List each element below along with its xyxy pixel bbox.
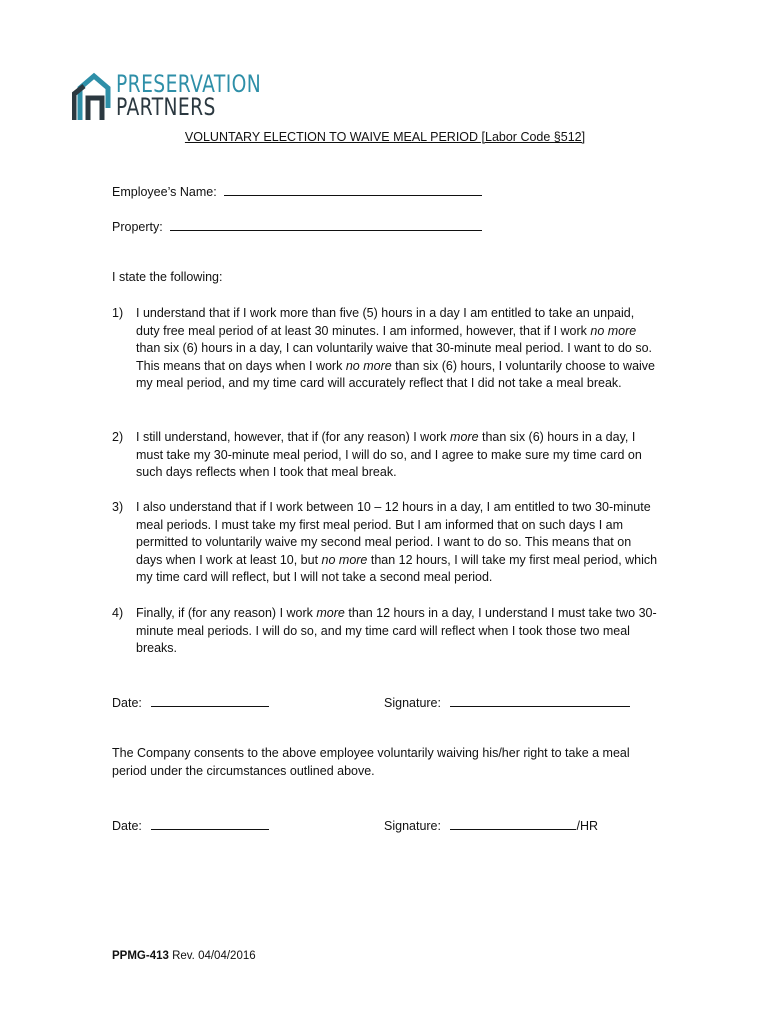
company-signature-row bbox=[384, 816, 598, 833]
company-logo bbox=[72, 68, 262, 124]
clause-number: 3) bbox=[112, 500, 124, 514]
logo-word-preservation: PRESERVATION bbox=[116, 70, 262, 98]
company-date-field[interactable] bbox=[151, 816, 269, 830]
employee-signature-row bbox=[384, 693, 630, 710]
clause-number: 4) bbox=[112, 606, 124, 620]
form-id: PPMG-413 bbox=[112, 950, 169, 962]
clause-text: I also understand that if I work between 10 – 12 hours in a day, I am entitled to two 30-minute meal periods. I must take my first meal period. But I am informed that on such days I am permitted to voluntarily waive my second meal period. I want to do so. This means that on days when I work at least 10, but no more than 12 hours, I will take my first meal period, which my time card will reflect, but I will not take a second meal period. bbox=[136, 500, 658, 585]
employee-name-field[interactable] bbox=[224, 182, 482, 196]
clause-3 bbox=[112, 499, 660, 587]
clause-text: I still understand, however, that if (for any reason) I work more than six (6) hours in a day, I must take my 30-minute meal period, I will do so, and I agree to make sure my time card on such days reflects when I took that meal break. bbox=[136, 430, 642, 480]
clause-text: I understand that if I work more than five (5) hours in a day I am entitled to take an unpaid, duty free meal period of at least 30 minutes. I am informed, however, that if I work no more than six (6) hours in a day, I can voluntarily waive that 30-minute meal period. I want to do so. This means that on days when I work no more than six (6) hours, I voluntarily choose to waive my meal period, and my time card will accurately reflect that I did not take a meal break. bbox=[136, 306, 656, 391]
form-footer bbox=[112, 950, 256, 962]
employee-signature-label: Signature: bbox=[384, 696, 441, 710]
employee-date-row bbox=[112, 693, 269, 710]
company-date-row bbox=[112, 816, 269, 833]
document-title: VOLUNTARY ELECTION TO WAIVE MEAL PERIOD [Labor Code §512] bbox=[184, 130, 586, 144]
company-signature-label: Signature: bbox=[384, 819, 441, 833]
employee-date-field[interactable] bbox=[151, 693, 269, 707]
employee-signature-field[interactable] bbox=[450, 693, 630, 707]
intro-statement: I state the following: bbox=[112, 270, 223, 284]
clause-4 bbox=[112, 605, 660, 658]
clause-text: Finally, if (for any reason) I work more than 12 hours in a day, I understand I must take two 30-minute meal periods. I will do so, and my time card will reflect when I took those two meal breaks. bbox=[136, 606, 657, 656]
logo-word-partners: PARTNERS bbox=[116, 93, 216, 121]
clause-number: 2) bbox=[112, 430, 124, 444]
clause-number: 1) bbox=[112, 306, 124, 320]
hr-suffix: /HR bbox=[576, 819, 598, 833]
employee-name-label: Employee’s Name: bbox=[112, 185, 217, 199]
property-field[interactable] bbox=[170, 217, 482, 231]
company-consent: The Company consents to the above employee voluntarily waiving his/her right to take a meal period under the circumstances outlined above. bbox=[112, 746, 630, 778]
clause-1 bbox=[112, 305, 660, 393]
company-signature-field[interactable] bbox=[450, 816, 576, 830]
house-logo-icon bbox=[72, 70, 112, 122]
form-revision: Rev. 04/04/2016 bbox=[168, 950, 256, 962]
property-label: Property: bbox=[112, 220, 163, 234]
employee-date-label: Date: bbox=[112, 696, 142, 710]
company-date-label: Date: bbox=[112, 819, 142, 833]
employee-name-row bbox=[112, 182, 482, 202]
property-row bbox=[112, 217, 482, 237]
clause-2 bbox=[112, 429, 660, 482]
